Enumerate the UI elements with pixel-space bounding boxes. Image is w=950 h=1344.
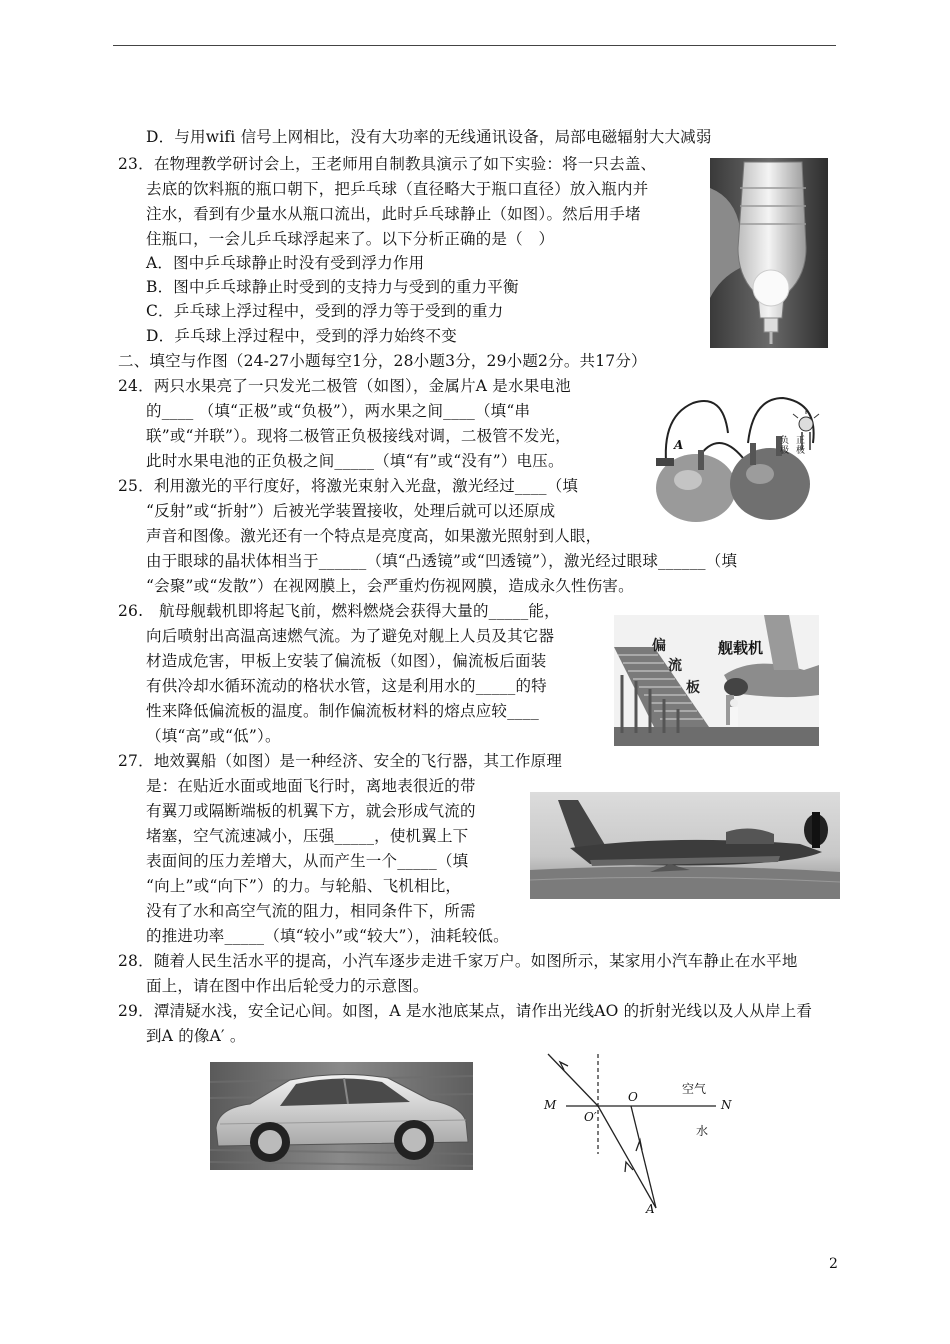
question-27-line: 堵塞，空气流速减小，压强_____，使机翼上下 [146, 827, 469, 845]
carrier-label-aircraft: 舰载机 [718, 639, 764, 657]
bottle-figure [710, 158, 828, 348]
carrier-label-3: 板 [686, 680, 700, 696]
question-26-line: 材造成危害，甲板上安装了偏流板（如图），偏流板后面装 [146, 652, 547, 670]
question-23-line: 注水，看到有少量水从瓶口流出，此时乒乓球静止（如图）。然后用手堵 [146, 205, 641, 223]
option-23a: A．图中乒乓球静止时没有受到浮力作用 [146, 254, 425, 272]
question-27-line: 表面间的压力差增大，从而产生一个_____（填 [146, 852, 469, 870]
label-a: A [646, 1202, 655, 1216]
option-23b: B．图中乒乓球静止时受到的支持力与受到的重力平衡 [146, 278, 519, 296]
carrier-deflector-figure [614, 615, 819, 746]
question-23-line: 去底的饮料瓶的瓶口朝下，把乒乓球（直径略大于瓶口直径）放入瓶内并 [146, 180, 649, 198]
question-24-line: 24．两只水果亮了一只发光二极管（如图），金属片A 是水果电池 [118, 377, 571, 395]
question-25-line: “会聚”或“发散”）在视网膜上，会严重灼伤视网膜，造成永久性伤害。 [146, 577, 634, 595]
question-24-line: 此时水果电池的正负极之间_____（填“有”或“没有”）电压。 [146, 452, 564, 470]
label-o-prime: O′ [584, 1110, 597, 1124]
question-27-line: 有翼刀或隔断端板的机翼下方，就会形成气流的 [146, 802, 476, 820]
question-27-line: “向上”或“向下”）的力。与轮船、飞机相比， [146, 877, 462, 895]
question-26-line: 性来降低偏流板的温度。制作偏流板材料的熔点应较____ [146, 702, 539, 720]
question-23-line: 住瓶口，一会儿乒乓球浮起来了。以下分析正确的是（ ） [146, 230, 555, 248]
section-heading: 二、填空与作图（24-27小题每空1分，28小题3分，29小题2分。共17分） [118, 352, 647, 370]
fruit-label-negative: 负极 [780, 436, 790, 456]
label-n: N [721, 1098, 732, 1112]
question-26-line: （填“高”或“低”）。 [146, 727, 281, 745]
question-27-line: 27．地效翼船（如图）是一种经济、安全的飞行器，其工作原理 [118, 752, 563, 770]
question-23-line: 23．在物理教学研讨会上，王老师用自制教具演示了如下实验：将一只去盖、 [118, 155, 657, 173]
question-24-line: 联”或“并联”）。现将二极管正负极接线对调，二极管不发光， [146, 427, 571, 445]
header-rule [113, 45, 836, 46]
option-23c: C．乒乓球上浮过程中，受到的浮力等于受到的重力 [146, 302, 504, 320]
car-figure [210, 1062, 473, 1170]
question-25-line: 声音和图像。激光还有一个特点是亮度高，如果激光照射到人眼， [146, 527, 602, 545]
refraction-diagram [538, 1050, 738, 1218]
question-26-line: 26. 航母舰载机即将起飞前，燃料燃烧会获得大量的_____能， [118, 602, 560, 620]
question-29-line: 到A 的像A′ 。 [146, 1027, 246, 1045]
page-number: 2 [829, 1256, 838, 1272]
question-24-line: 的____ （填“正极”或“负极”），两水果之间____（填“串 [146, 402, 531, 420]
question-25-line: “反射”或“折射”）后被光学装置接收，处理后就可以还原成 [146, 502, 556, 520]
carrier-label-2: 流 [668, 658, 682, 674]
label-o: O [628, 1090, 638, 1104]
question-27-line: 没有了水和高空气流的阻力，相同条件下，所需 [146, 902, 476, 920]
question-25-line: 由于眼球的晶状体相当于______（填“凸透镜”或“凹透镜”），激光经过眼球______（填 [146, 552, 738, 570]
fruit-battery-figure [648, 388, 826, 526]
question-26-line: 有供冷却水循环流动的格状水管，这是利用水的_____的特 [146, 677, 547, 695]
question-27-line: 是：在贴近水面或地面飞行时，离地表很近的带 [146, 777, 476, 795]
option-22d: D．与用wifi 信号上网相比，没有大功率的无线通讯设备，局部电磁辐射大大减弱 [146, 128, 712, 146]
question-29-line: 29．潭清疑水浅，安全记心间。如图，A 是水池底某点，请作出光线AO 的折射光线以及人从岸上看 [118, 1002, 813, 1020]
wing-in-ground-craft-figure [530, 792, 840, 899]
label-water: 水 [696, 1124, 709, 1138]
label-air: 空气 [682, 1082, 707, 1096]
carrier-label-1: 偏 [652, 638, 666, 654]
question-27-line: 的推进功率_____（填“较小”或“较大”），油耗较低。 [146, 927, 509, 945]
question-28-line: 28．随着人民生活水平的提高，小汽车逐步走进千家万户。如图所示，某家用小汽车静止在水平地 [118, 952, 798, 970]
fruit-label-positive: 正极 [796, 436, 806, 456]
option-23d: D．乒乓球上浮过程中，受到的浮力始终不变 [146, 327, 457, 345]
question-25-line: 25．利用激光的平行度好，将激光束射入光盘，激光经过____（填 [118, 477, 579, 495]
question-26-line: 向后喷射出高温高速燃气流。为了避免对舰上人员及其它器 [146, 627, 555, 645]
fruit-label-a: A [674, 438, 684, 452]
label-m: M [544, 1098, 557, 1112]
question-28-line: 面上，请在图中作出后轮受力的示意图。 [146, 977, 429, 995]
